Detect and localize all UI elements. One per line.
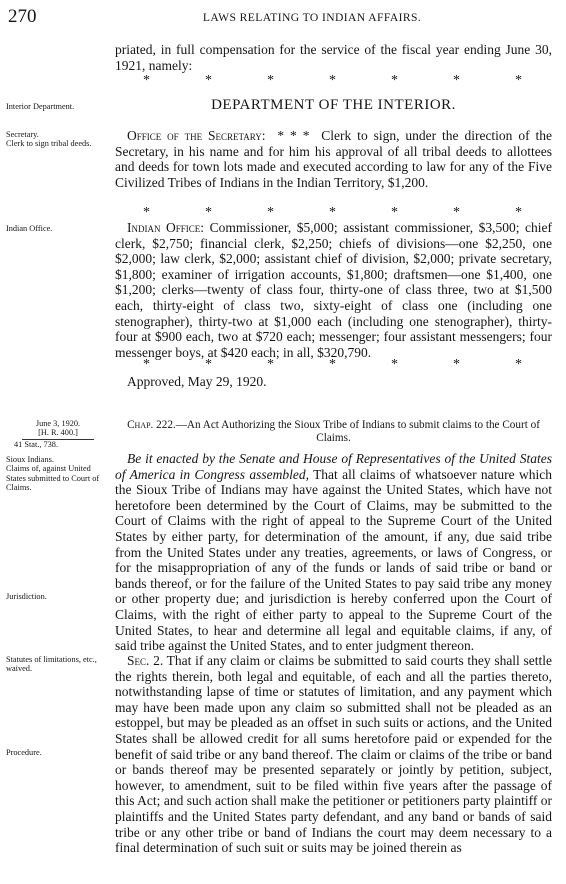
section-2-text: That if any claim or claims be submitted to said courts they shall settle the rights therein, both legal and equitable, of each and all the parties thereto, notwithstanding lapse of time or statutes of limitation, and any payment which may have been made upon any claim so submitted shall not be pleaded as an estoppel, but may be pleaded as an offset in such suits or actions, and the United States shall be allowed credit for all sums heretofore paid or expended for the benefit of said tribe or any band thereof. The claim or claims of the tribe or band or bands thereof may be presented separately or jointly by petition, subject, however, to amendment, suit to be filed within five years after the passage of this Act; and such action shall make the petitioner or petitioners party plaintiff or plaintiffs and the United States party defendant, and any band or bands of said tribe or any other tribe or band of Indians the court may deem necessary to a final determination of such suit or suits may be joined therein as <box>115 653 552 856</box>
section-2-paragraph <box>115 653 552 856</box>
act-date: June 3, 1920. <box>35 419 81 428</box>
approval-line <box>115 374 552 390</box>
star-divider-1: * * * * * * * <box>143 73 522 88</box>
secretary-text: Clerk to sign, under the direction of the Secretary, in his name and for him his approval of all tribal deeds to allottees and deeds for town lots made and executed according to law for any of the Five Civilized Tribes of Indians in the Indian Territory, $1,200. <box>115 128 552 190</box>
act-date-block <box>6 419 110 449</box>
act-bill-number: [H. R. 400.] <box>38 428 78 438</box>
margin-note-interior: Interior Department. <box>6 102 75 111</box>
secretary-paragraph <box>115 128 552 190</box>
margin-note-statutes: Statutes of limitations, etc., waived. <box>6 655 97 674</box>
section-1-text: That all claims of whatsoever nature which the Sioux Tribe of Indians may have against the United States, which have not heretofore been determined by the Court of Claims, may be submitted to the Court of Claims with the right of appeal to the Supreme Court of the United States by either party, for determination of the amount, if any, due said tribe from the United States under any treaties, agreements, or laws of Congress, or for the misappropriation of any of the funds or lands of said tribe or band or bands thereof, or for the failure of the United States to pay said tribe any money or other property due; and jurisdiction is hereby conferred upon the Court of Claims, with the right of either party to appeal to the Supreme Court of the United States, to hear and determine all legal and equitable claims, if any, of said tribe against the United States, and to enter judgment thereon. <box>115 466 552 654</box>
page-header <box>8 6 556 26</box>
intro-paragraph <box>115 42 552 73</box>
chapter-label: Chap. 222. <box>127 419 176 431</box>
section-2-label: Sec. 2. <box>127 653 164 668</box>
star-divider-2: * * * * * * * <box>143 205 522 220</box>
section-1-paragraph <box>115 451 552 654</box>
running-head: LAWS RELATING TO INDIAN AFFAIRS. <box>202 11 422 24</box>
indian-office-text: Commissioner, $5,000; assistant commissioner, $3,500; chief clerk, $2,750; financial clerk, $2,250; chiefs of divisions—one $2,250, one $2,000; law clerk, $2,000; assistant chief of division, $2,000; private secretary, $1,800; examiner of irrigation accounts, $1,800; draftsmen—one $1,400, one $1,200; clerks—twenty of class four, thirty-one of class three, two at $1,500 each, thirty-eight of class two, sixty-eight of class one (including one stenographer), thirty-two at $1,000 each (including one stenographer), thirty-four at $900 each, two at $720 each; messenger; four assistant messengers; four messenger boys, at $420 each; in all, $320,790. <box>115 220 553 360</box>
approval-text: Approved, May 29, 1920. <box>127 374 267 389</box>
act-statute: 41 Stat., 738. <box>14 439 59 449</box>
star-divider-3: * * * * * * * <box>143 357 522 372</box>
margin-note-procedure: Procedure. <box>6 748 42 757</box>
enacting-clause: Be it enacted by the Senate and House of Representatives of the United States of America in Congress assembled, <box>115 451 552 482</box>
margin-note-secretary: Secretary. Clerk to sign tribal deeds. <box>6 130 92 149</box>
secretary-lead: Office of the Secretary: <box>127 128 266 143</box>
margin-note-indian-office: Indian Office. <box>6 224 53 233</box>
intro-text: priated, in full compensation for the service of the fiscal year ending June 30, 1921, namely: <box>115 42 552 73</box>
chapter-heading <box>115 419 552 444</box>
indian-office-lead: Indian Office: <box>127 220 205 235</box>
margin-note-jurisdiction: Jurisdiction. <box>6 592 47 601</box>
page-number: 270 <box>8 6 37 27</box>
department-heading: DEPARTMENT OF THE INTERIOR. <box>211 97 456 113</box>
indian-office-paragraph <box>115 220 552 360</box>
secretary-stars: * * * <box>277 128 310 143</box>
margin-note-sioux: Sioux Indians. Claims of, against United States submitted to Court of Claims. <box>6 455 100 493</box>
chapter-title: —An Act Authorizing the Sioux Tribe of Indians to submit claims to the Court of Claims. <box>175 419 540 444</box>
